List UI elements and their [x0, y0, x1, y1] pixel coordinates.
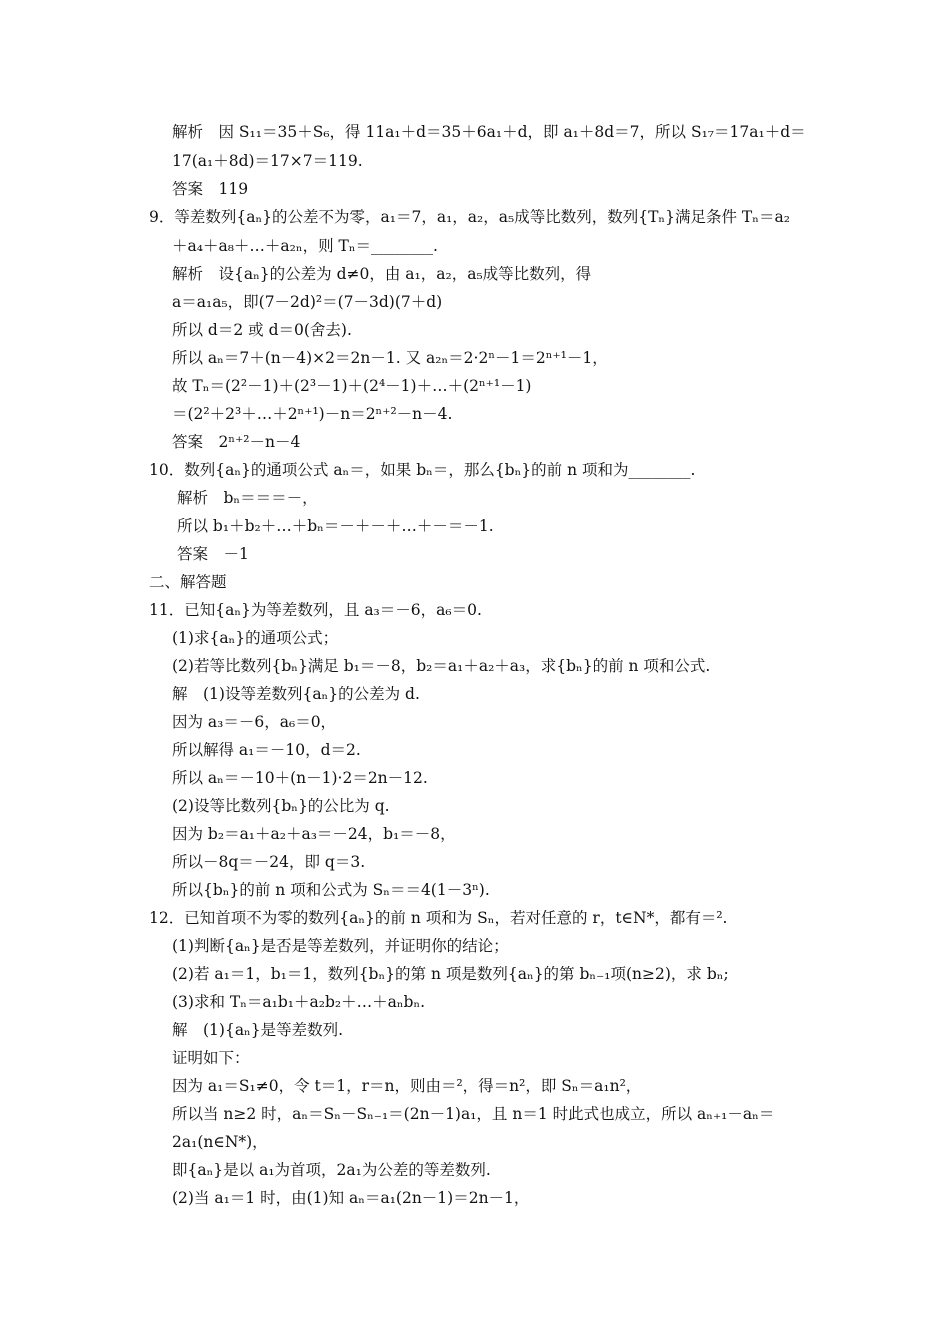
text-line: 因为 a₁＝S₁≠0，令 t＝1，r＝n，则由＝²，得＝n²，即 Sₙ＝a₁n²，: [172, 1077, 642, 1095]
text-line: 所以解得 a₁＝－10，d＝2.: [172, 741, 361, 759]
text-line: 故 Tₙ＝(2²－1)＋(2³－1)＋(2⁴－1)＋…＋(2ⁿ⁺¹－1): [172, 377, 532, 395]
text-line: 即{aₙ}是以 a₁为首项，2a₁为公差的等差数列.: [172, 1161, 491, 1179]
text-line: 解 (1)设等差数列{aₙ}的公差为 d.: [172, 685, 420, 703]
text-line: ＝(2²＋2³＋…＋2ⁿ⁺¹)－n＝2ⁿ⁺²－n－4.: [172, 405, 453, 423]
text-line: (2)设等比数列{bₙ}的公比为 q.: [172, 797, 390, 815]
text-line: 所以 aₙ＝－10＋(n－1)·2＝2n－12.: [172, 769, 428, 787]
text-line: (2)当 a₁＝1 时，由(1)知 aₙ＝a₁(2n－1)＝2n－1，: [172, 1189, 530, 1207]
text-line: (2)若等比数列{bₙ}满足 b₁＝－8，b₂＝a₁＋a₂＋a₃，求{bₙ}的前 n 项和公式.: [172, 657, 711, 675]
text-line: 11．已知{aₙ}为等差数列，且 a₃＝－6，a₆＝0.: [149, 601, 482, 619]
text-line: 解析 因 S₁₁＝35＋S₆，得 11a₁＋d＝35＋6a₁＋d，即 a₁＋8d＝7，所以 S₁₇＝17a₁＋d＝: [172, 123, 806, 141]
text-line: 所以{bₙ}的前 n 项和公式为 Sₙ＝＝4(1－3ⁿ).: [172, 881, 490, 899]
text-line: 2a₁(n∈N*)，: [172, 1133, 268, 1151]
text-line: 答案 2ⁿ⁺²－n－4: [172, 433, 301, 451]
text-line: a＝a₁a₅，即(7－2d)²＝(7－3d)(7＋d): [172, 293, 443, 311]
text-line: 17(a₁＋8d)＝17×7＝119.: [172, 152, 363, 170]
text-line: 因为 b₂＝a₁＋a₂＋a₃＝－24，b₁＝－8，: [172, 825, 456, 843]
text-line: 10．数列{aₙ}的通项公式 aₙ＝，如果 bₙ＝，那么{bₙ}的前 n 项和为________.: [149, 461, 696, 479]
section-heading: 二、解答题: [149, 573, 227, 591]
text-line: 所以 b₁＋b₂＋…＋bₙ＝－＋－＋…＋－＝－1.: [177, 517, 494, 535]
text-line: 因为 a₃＝－6，a₆＝0，: [172, 713, 337, 731]
text-line: (1)求{aₙ}的通项公式；: [172, 629, 339, 647]
text-line: 答案 119: [172, 180, 249, 198]
text-line: (1)判断{aₙ}是否是等差数列，并证明你的结论；: [172, 937, 509, 955]
text-line: 所以－8q＝－24，即 q＝3.: [172, 853, 366, 871]
text-line: 所以当 n≥2 时，aₙ＝Sₙ－Sₙ₋₁＝(2n－1)a₁，且 n＝1 时此式也成立，所以 aₙ₊₁－aₙ＝: [172, 1105, 775, 1123]
text-line: 9．等差数列{aₙ}的公差不为零，a₁＝7，a₁，a₂，a₅成等比数列，数列{Tₙ}满足条件 Tₙ＝a₂: [149, 208, 790, 226]
text-line: 解析 设{aₙ}的公差为 d≠0，由 a₁，a₂，a₅成等比数列，得: [172, 265, 592, 283]
text-line: 所以 d＝2 或 d＝0(舍去).: [172, 321, 352, 339]
text-line: 解 (1){aₙ}是等差数列.: [172, 1021, 344, 1039]
text-line: ＋a₄＋a₈＋…＋a₂ₙ，则 Tₙ＝________.: [172, 237, 438, 255]
text-line: 答案 －1: [177, 545, 249, 563]
text-line: 12．已知首项不为零的数列{aₙ}的前 n 项和为 Sₙ，若对任意的 r，t∈N*，都有＝².: [149, 909, 728, 927]
text-line: 解析 bₙ＝＝＝－，: [177, 489, 318, 507]
text-line: 证明如下：: [172, 1049, 250, 1067]
text-line: 所以 aₙ＝7＋(n－4)×2＝2n－1. 又 a₂ₙ＝2·2ⁿ－1＝2ⁿ⁺¹－1，: [172, 349, 608, 367]
text-line: (2)若 a₁＝1，b₁＝1，数列{bₙ}的第 n 项是数列{aₙ}的第 bₙ₋₁项(n≥2)，求 bₙ;: [172, 965, 729, 983]
text-line: (3)求和 Tₙ＝a₁b₁＋a₂b₂＋…＋aₙbₙ.: [172, 993, 426, 1011]
